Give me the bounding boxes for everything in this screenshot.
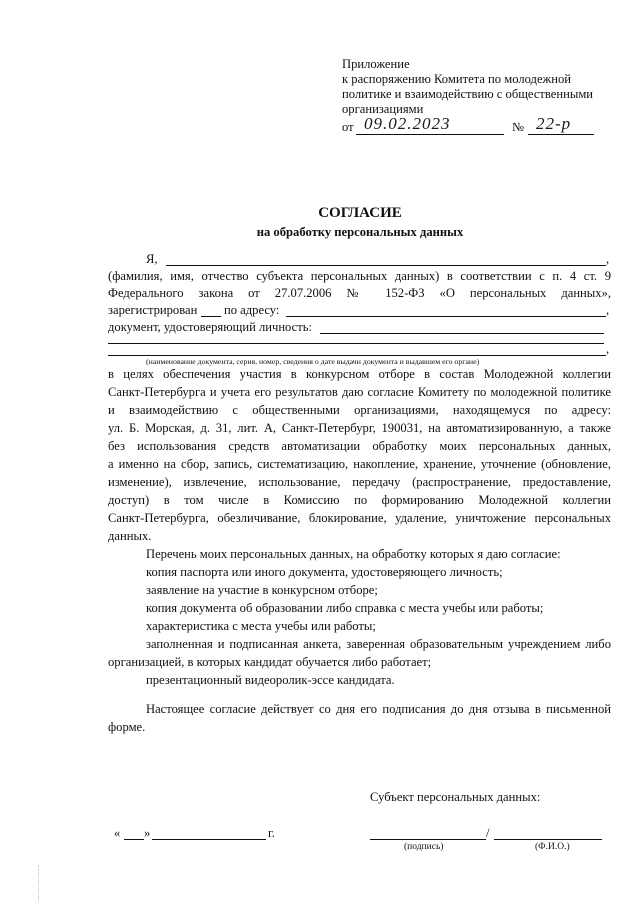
list-item: копия паспорта или иного документа, удостоверяющего личность; <box>146 565 503 579</box>
appendix-line: организациями <box>342 102 424 116</box>
document-field-line <box>108 355 606 356</box>
handwritten-number: 22-р <box>536 114 572 133</box>
signature-line <box>370 839 486 840</box>
close-quote: » <box>144 826 151 840</box>
from-label: от <box>342 120 354 134</box>
handwritten-date: 09.02.2023 <box>364 114 451 133</box>
list-item: заполненная и подписанная анкета, заверенная образовательным учреждением либо <box>146 637 611 651</box>
full-name-line <box>494 839 602 840</box>
comma: , <box>606 303 610 317</box>
number-label: № <box>512 120 525 134</box>
scan-margin-marks <box>38 865 41 901</box>
paragraph-line: ул. Б. Морская, д. 31, лит. А, Санкт-Петербург, 190031, на автоматизированную, а также <box>108 421 611 435</box>
comma: , <box>606 342 610 356</box>
list-item: заявление на участие в конкурсном отборе; <box>146 583 378 597</box>
paragraph-last-line: данных. <box>108 529 152 543</box>
address-field-line <box>286 316 606 317</box>
name-field-line <box>166 265 606 266</box>
appendix-line: к распоряжению Комитета по молодежной <box>342 72 572 86</box>
appendix-line: политике и взаимодействию с общественными <box>342 87 594 101</box>
paragraph-line: Санкт-Петербурга и учета его результатов даю согласие Комитету по молодежной политике <box>108 385 611 399</box>
comma: , <box>606 252 610 266</box>
paragraph-line: доступ) в том числе в Комиссию по формированию Молодежной коллегии <box>108 493 611 507</box>
paragraph-line: изменение), извлечение, использование, передачу (распространение, предоставление, <box>108 475 611 489</box>
subject-label: Субъект персональных данных: <box>370 790 541 804</box>
slash: / <box>486 826 490 840</box>
document-subtitle: на обработку персональных данных <box>256 225 464 239</box>
gender-suffix-line <box>201 316 221 317</box>
document-field-line <box>108 343 604 344</box>
paragraph-line: без использования средств автоматизации обработку моих персональных данных, <box>108 439 611 453</box>
name-caption: (Ф.И.О.) <box>535 842 570 852</box>
ya-label: Я, <box>146 252 158 266</box>
paragraph-line: а именно на сбор, запись, систематизацию, накопление, хранение, уточнение (обновление, <box>108 457 611 471</box>
list-item-continued: организацией, в которых кандидат обучается либо работает; <box>108 655 432 669</box>
intro-line: Федерального закона от 27.07.2006 № 152-ФЗ «О персональных данных», <box>108 286 611 300</box>
date-underline <box>356 134 504 135</box>
document-caption: (наименование документа, серия, номер, сведения о дате выдачи документа и выдавшем его органе) <box>146 357 480 366</box>
paragraph-line: в целях обеспечения участия в конкурсном отборе в состав Молодежной коллегии <box>108 367 611 381</box>
document-title: СОГЛАСИЕ <box>318 205 402 221</box>
registered-label: зарегистрирован <box>108 303 198 317</box>
number-underline <box>528 134 594 135</box>
intro-line: (фамилия, имя, отчество субъекта персональных данных) в соответствии с п. 4 ст. 9 <box>108 269 611 283</box>
signature-caption: (подпись) <box>404 842 444 852</box>
document-label: документ, удостоверяющий личность: <box>108 320 313 334</box>
year-suffix: г. <box>268 826 275 840</box>
paragraph-line: Санкт-Петербурга, обезличивание, блокирование, удаление, уничтожение персональных <box>108 511 611 525</box>
list-item: характеристика с места учебы или работы; <box>146 619 376 633</box>
validity-line: Настоящее согласие действует со дня его подписания до дня отзыва в письменной <box>146 702 611 716</box>
list-item: презентационный видеоролик-эссе кандидата. <box>146 673 395 687</box>
document-field-line <box>320 333 604 334</box>
validity-last-line: форме. <box>108 720 146 734</box>
appendix-title: Приложение <box>342 57 410 71</box>
paragraph-line: и взаимодействию с общественными организациями, находящемуся по адресу: <box>108 403 611 417</box>
list-intro: Перечень моих персональных данных, на обработку которых я даю согласие: <box>146 547 561 561</box>
appendix-block <box>342 57 593 117</box>
day-line <box>124 839 144 840</box>
list-item: копия документа об образовании либо справка с места учебы или работы; <box>146 601 544 615</box>
month-year-line <box>152 839 266 840</box>
open-quote: « <box>114 826 121 840</box>
address-label: по адресу: <box>224 303 280 317</box>
